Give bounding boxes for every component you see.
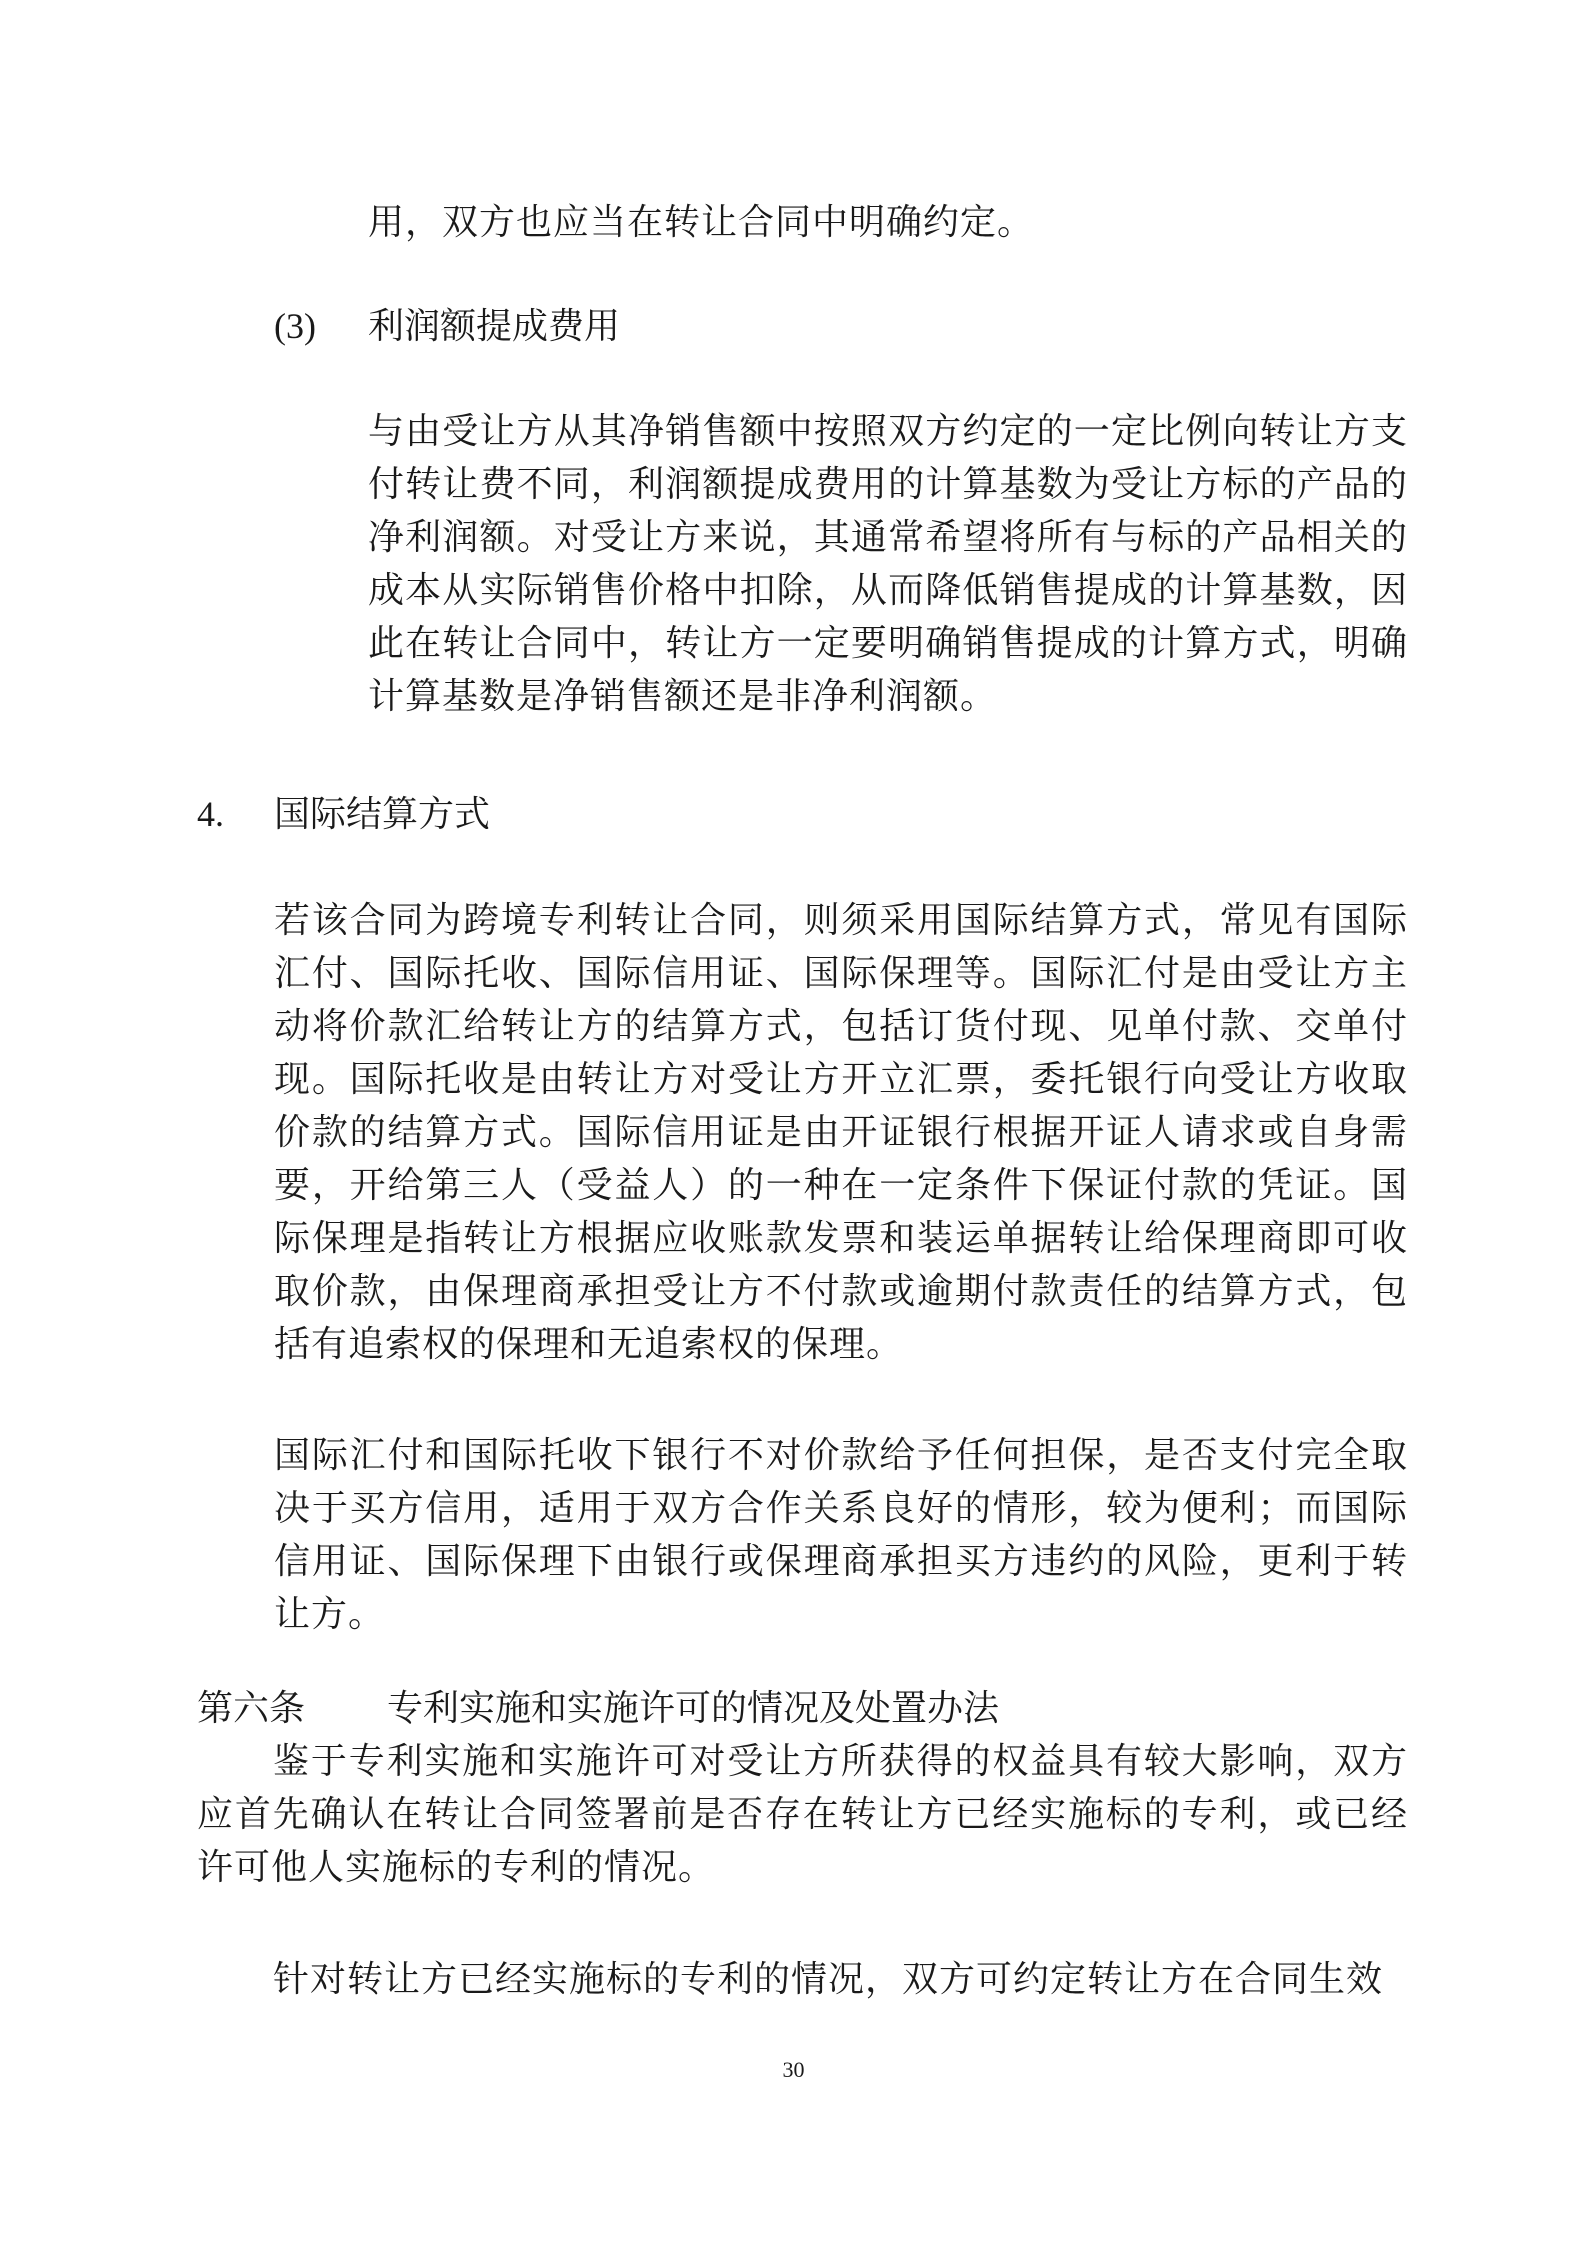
item-3-number: (3) (274, 306, 316, 346)
page-number: 30 (782, 2057, 805, 2082)
section-4-paragraph-1: 若该合同为跨境专利转让合同，则须采用国际结算方式，常见有国际汇付、国际托收、国际信用证、国际保理等。国际汇付是由受让方主动将价款汇给转让方的结算方式，包括订货付现、见单付款、交单付现。国际托收是由转让方对受让方开立汇票，委托银行向受让方收取价款的结算方式。国际信用证是由开证银行根据开证人请求或自身需要，开给第三人（受益人）的一种在一定条件下保证付款的凭证。国际保理是指转让方根据应收账款发票和装运单据转让给保理商即可收取价款，由保理商承担受让方不付款或逾期付款责任的结算方式，包括有追索权的保理和无追索权的保理。 (274, 900, 1408, 1365)
article-6-title: 专利实施和实施许可的情况及处置办法 (387, 1688, 1000, 1729)
article-6-paragraph-1: 鉴于专利实施和实施许可对受让方所获得的权益具有较大影响，双方应首先确认在转让合同签署前是否存在转让方已经实施标的专利，或已经许可他人实施标的专利的情况。 (197, 1741, 1408, 1888)
section-4-paragraph-2: 国际汇付和国际托收下银行不对价款给予任何担保，是否支付完全取决于买方信用，适用于双方合作关系良好的情形，较为便利；而国际信用证、国际保理下由银行或保理商承担买方违约的风险，更利于转让方。 (274, 1435, 1408, 1635)
article-6-heading (197, 1682, 1000, 1735)
article-6-paragraph-2: 针对转让方已经实施标的专利的情况，双方可约定转让方在合同生效 (273, 1959, 1384, 2000)
section-4-title: 国际结算方式 (274, 794, 491, 835)
section-4-number: 4. (197, 794, 224, 834)
item-3-body: 与由受让方从其净销售额中按照双方约定的一定比例向转让方支付转让费不同，利润额提成费用的计算基数为受让方标的产品的净利润额。对受让方来说，其通常希望将所有与标的产品相关的成本从实际销售价格中扣除，从而降低销售提成的计算基数，因此在转让合同中，转让方一定要明确销售提成的计算方式，明确计算基数是净销售额还是非净利润额。 (368, 411, 1408, 717)
continuation-line: 用，双方也应当在转让合同中明确约定。 (368, 202, 1035, 243)
article-6-label: 第六条 (197, 1688, 306, 1729)
item-3-title: 利润额提成费用 (368, 306, 621, 347)
